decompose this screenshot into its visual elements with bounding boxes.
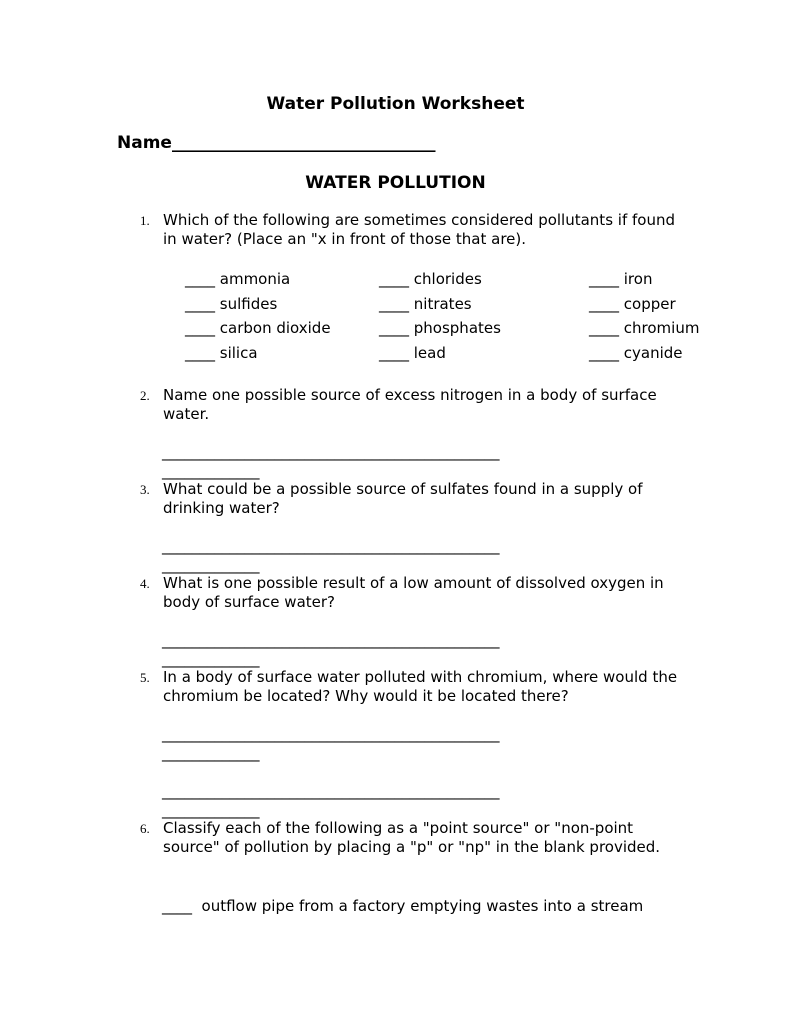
pollutant-cyanide[interactable]: ____ cyanide <box>589 344 683 362</box>
question-number: 6. <box>140 821 150 836</box>
answer-line[interactable]: _____________ <box>162 744 260 762</box>
classification-item[interactable]: ____ outflow pipe from a factory emptying wastes into a stream <box>162 897 644 915</box>
answer-line[interactable]: _____________________________________________ <box>162 443 500 461</box>
question-text: In a body of surface water polluted with chromium, where would the chromium be located? Why would it be located there? <box>163 668 678 705</box>
answer-line[interactable]: _____________________________________________ <box>162 782 500 800</box>
question-number: 1. <box>140 213 150 228</box>
pollutant-iron[interactable]: ____ iron <box>589 270 653 288</box>
section-title: WATER POLLUTION <box>305 173 486 193</box>
pollutant-ammonia[interactable]: ____ ammonia <box>185 270 291 288</box>
question-text: What is one possible result of a low amount of dissolved oxygen in body of surface water? <box>163 574 664 611</box>
answer-line[interactable]: _____________________________________________ <box>162 725 500 743</box>
question-text: Name one possible source of excess nitrogen in a body of surface water. <box>163 386 657 423</box>
answer-line[interactable]: _____________ <box>162 801 260 819</box>
pollutant-chlorides[interactable]: ____ chlorides <box>379 270 482 288</box>
question-number: 4. <box>140 576 150 591</box>
pollutant-copper[interactable]: ____ copper <box>589 295 676 313</box>
pollutant-silica[interactable]: ____ silica <box>185 344 258 362</box>
answer-line[interactable]: _____________________________________________ <box>162 537 500 555</box>
answer-line[interactable]: _____________________________________________ <box>162 631 500 649</box>
pollutant-chromium[interactable]: ____ chromium <box>589 319 700 337</box>
pollutant-phosphates[interactable]: ____ phosphates <box>379 319 501 337</box>
question-text: Classify each of the following as a "point source" or "non-point source" of pollution by placing a "p" or "np" in the blank provided. <box>163 819 661 856</box>
page-title: Water Pollution Worksheet <box>266 94 525 114</box>
question-number: 2. <box>140 388 150 403</box>
question-number: 5. <box>140 670 150 685</box>
answer-line[interactable]: _____________ <box>162 462 260 480</box>
answer-line[interactable]: _____________ <box>162 650 260 668</box>
answer-line[interactable]: _____________ <box>162 556 260 574</box>
pollutant-lead[interactable]: ____ lead <box>379 344 446 362</box>
question-number: 3. <box>140 482 150 497</box>
question-text: Which of the following are sometimes considered pollutants if found in water? (Place an "x in front of those that are). <box>163 211 675 248</box>
pollutant-carbon-dioxide[interactable]: ____ carbon dioxide <box>185 319 331 337</box>
pollutant-nitrates[interactable]: ____ nitrates <box>379 295 472 313</box>
question-text: What could be a possible source of sulfates found in a supply of drinking water? <box>163 480 643 517</box>
name-field[interactable]: Name_______________________________ <box>117 133 436 153</box>
pollutant-sulfides[interactable]: ____ sulfides <box>185 295 278 313</box>
